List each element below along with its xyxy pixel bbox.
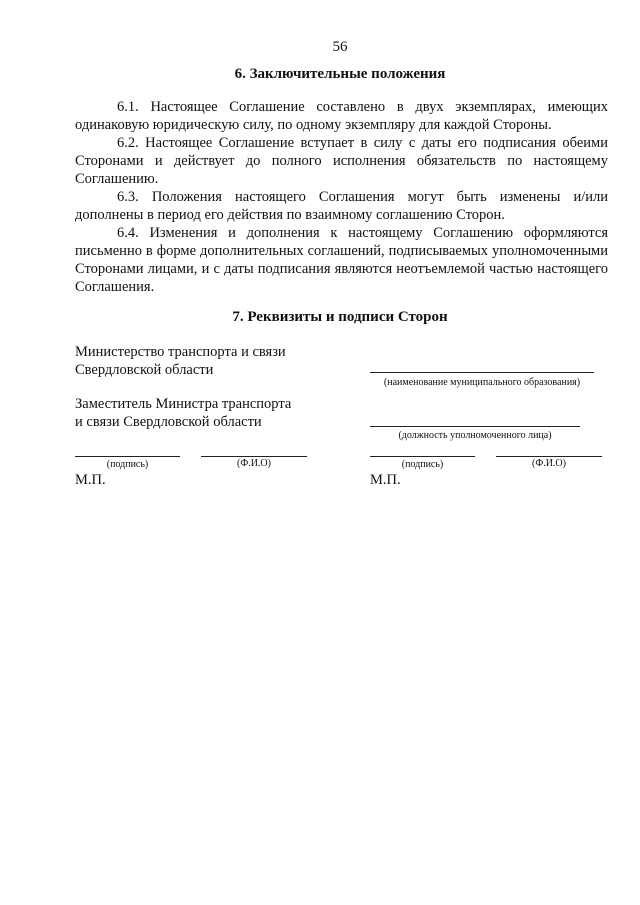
left-position-line1: Заместитель Министра транспорта (75, 396, 292, 412)
paragraph-6-1: 6.1. Настоящее Соглашение составлено в двух экземплярах, имеющих одинаковую юридическую силу, по одному экземпляру для каждой Стороны. (75, 99, 608, 133)
right-position-line (370, 426, 580, 427)
right-name-caption: (Ф.И.О) (531, 458, 566, 469)
page-number: 56 (332, 39, 348, 55)
paragraph-6-4: 6.4. Изменения и дополнения к настоящему Соглашению оформляются письменно в форме дополнительных соглашений, подписываемых уполномоченными Сторонами лицами, и с даты подписания являются неотъемлемой частью настоящего Соглашения. (75, 225, 608, 295)
right-seal-mark: М.П. (370, 472, 401, 488)
left-signature-caption: (подпись) (106, 459, 149, 470)
right-signature-line (370, 456, 475, 457)
right-org-caption: (наименование муниципального образования) (383, 377, 581, 388)
paragraph-6-3: 6.3. Положения настоящего Соглашения могут быть изменены и/или дополнены в период его действия по взаимному соглашению Сторон. (75, 189, 608, 223)
paragraph-6-2: 6.2. Настоящее Соглашение вступает в силу с даты его подписания обеими Сторонами и действует до полного исполнения обязательств по настоящему Соглашению. (75, 135, 608, 187)
left-org-line1: Министерство транспорта и связи (75, 344, 286, 360)
section-6-title: 6. Заключительные положения (234, 66, 446, 82)
left-position-line2: и связи Свердловской области (75, 414, 262, 430)
left-name-line (201, 456, 307, 457)
right-position-caption: (должность уполномоченного лица) (398, 430, 552, 441)
right-signature-caption: (подпись) (401, 459, 444, 470)
section-7-title: 7. Реквизиты и подписи Сторон (232, 309, 448, 325)
left-seal-mark: М.П. (75, 472, 106, 488)
left-signature-line (75, 456, 180, 457)
left-name-caption: (Ф.И.О) (236, 458, 271, 469)
right-org-line (370, 372, 594, 373)
left-org-line2: Свердловской области (75, 362, 214, 378)
right-name-line (496, 456, 602, 457)
